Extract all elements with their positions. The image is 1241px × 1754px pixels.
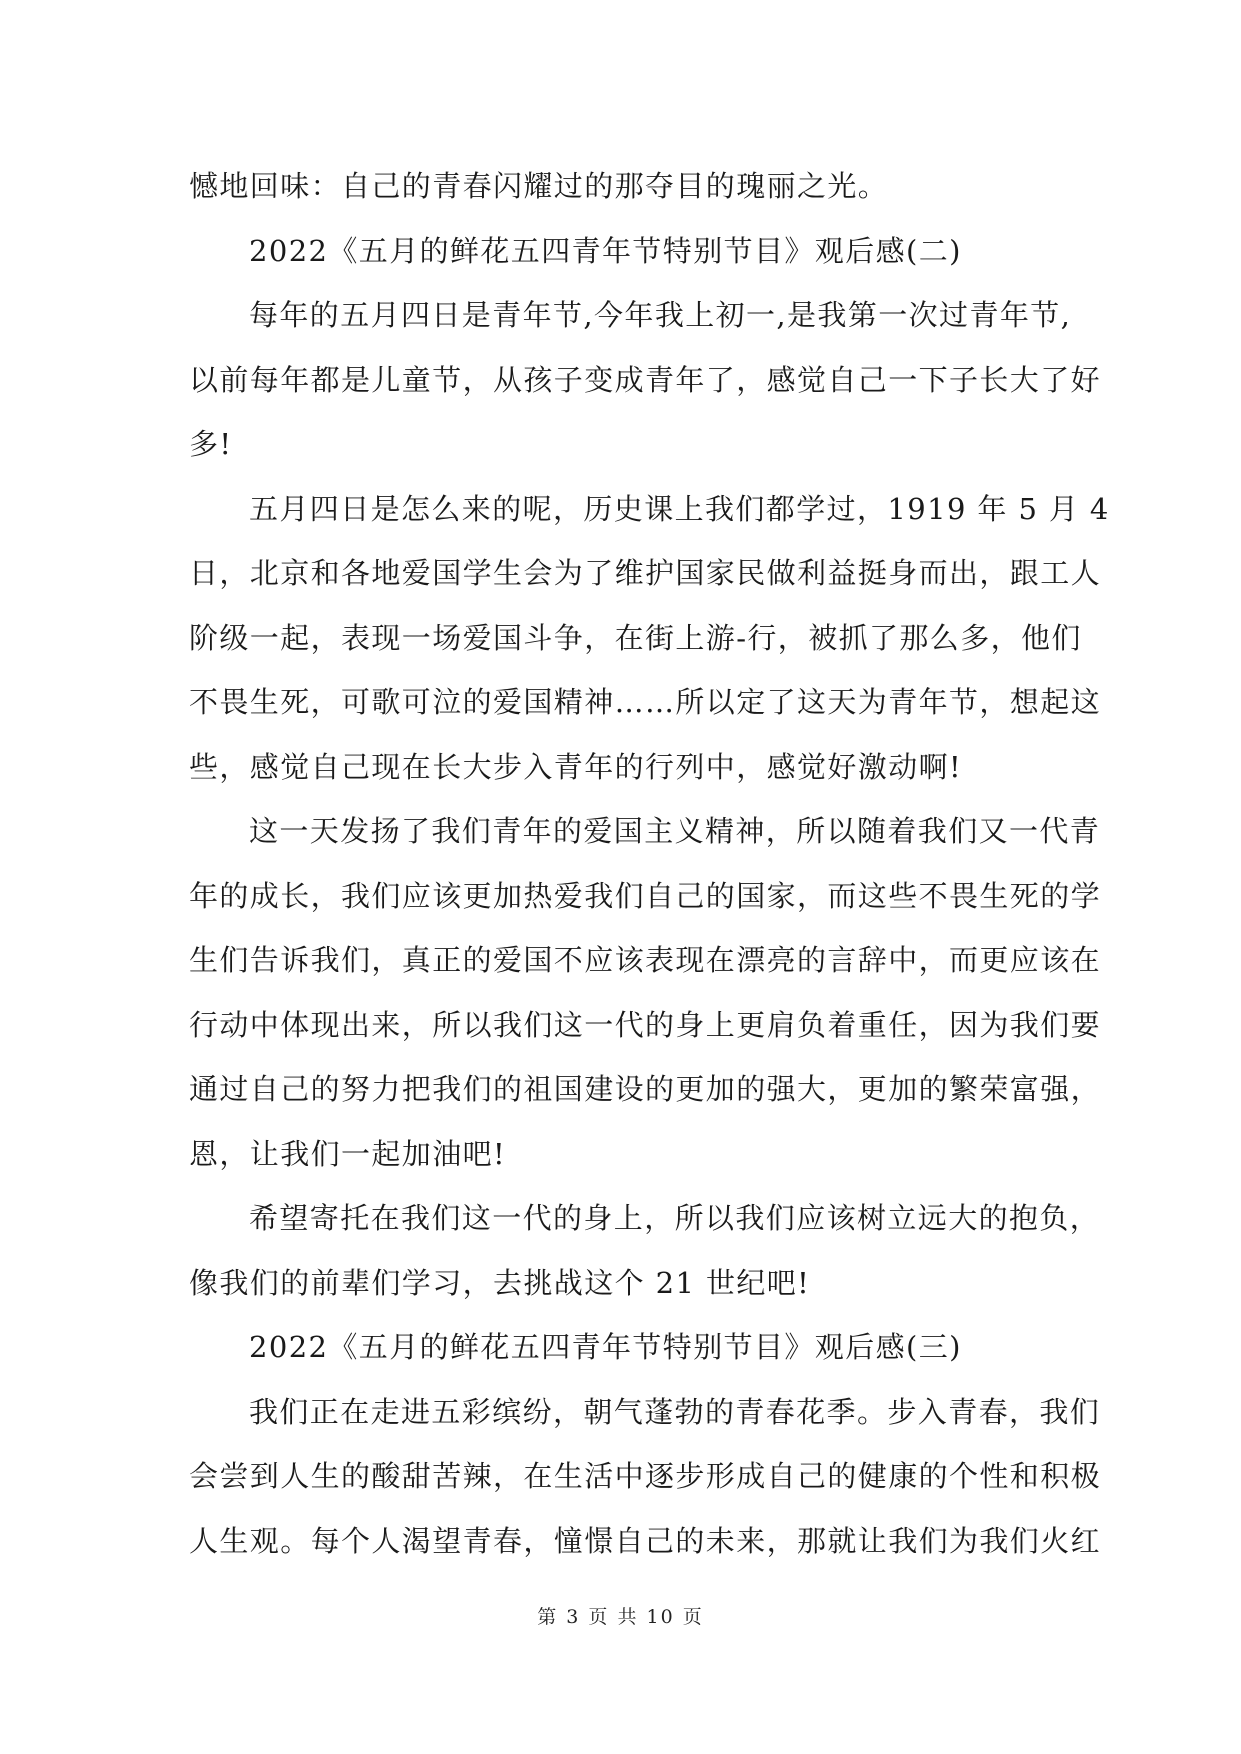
text-line: 多! (189, 427, 233, 461)
text-line: 每年的五月四日是青年节,今年我上初一,是我第一次过青年节, (249, 298, 1072, 332)
text-line: 恩，让我们一起加油吧! (189, 1136, 507, 1171)
text-line: 像我们的前辈们学习，去挑战这个 21 世纪吧! (189, 1265, 811, 1300)
text-line: 2022《五月的鲜花五四青年节特别节目》观后感(三) (249, 1330, 962, 1364)
text-line: 憾地回味：自己的青春闪耀过的那夺目的瑰丽之光。 (189, 169, 889, 203)
text-line: 我们正在走进五彩缤纷，朝气蓬勃的青春花季。步入青春，我们 (249, 1394, 1101, 1429)
text-line: 生们告诉我们，真正的爱国不应该表现在漂亮的言辞中，而更应该在 (189, 943, 1102, 977)
text-line: 希望寄托在我们这一代的身上，所以我们应该树立远大的抱负， (249, 1201, 1101, 1235)
page-number-footer: 第 3 页 共 10 页 (537, 1606, 704, 1628)
text-line: 会尝到人生的酸甜苦辣，在生活中逐步形成自己的健康的个性和积极 (189, 1459, 1102, 1493)
text-line: 以前每年都是儿童节，从孩子变成青年了，感觉自己一下子长大了好 (189, 362, 1102, 397)
text-line: 这一天发扬了我们青年的爱国主义精神，所以随着我们又一代青 (249, 814, 1101, 848)
text-line: 些，感觉自己现在长大步入青年的行列中，感觉好激动啊! (189, 749, 963, 784)
text-line: 五月四日是怎么来的呢，历史课上我们都学过，1919 年 5 月 4 (249, 491, 1110, 526)
text-line: 行动中体现出来，所以我们这一代的身上更肩负着重任，因为我们要 (189, 1007, 1102, 1042)
text-line: 日，北京和各地爱国学生会为了维护国家民做利益挺身而出，跟工人 (189, 556, 1102, 590)
text-line: 阶级一起，表现一场爱国斗争，在街上游-行，被抓了那么多，他们 (189, 620, 1082, 655)
text-line: 通过自己的努力把我们的祖国建设的更加的强大，更加的繁荣富强， (189, 1072, 1102, 1106)
text-line: 人生观。每个人渴望青春，憧憬自己的未来，那就让我们为我们火红 (189, 1523, 1102, 1558)
text-line: 年的成长，我们应该更加热爱我们自己的国家，而这些不畏生死的学 (189, 878, 1102, 913)
text-line: 不畏生死，可歌可泣的爱国精神……所以定了这天为青年节，想起这 (189, 685, 1102, 719)
document-body (189, 154, 1110, 1573)
text-line: 2022《五月的鲜花五四青年节特别节目》观后感(二) (249, 233, 962, 268)
